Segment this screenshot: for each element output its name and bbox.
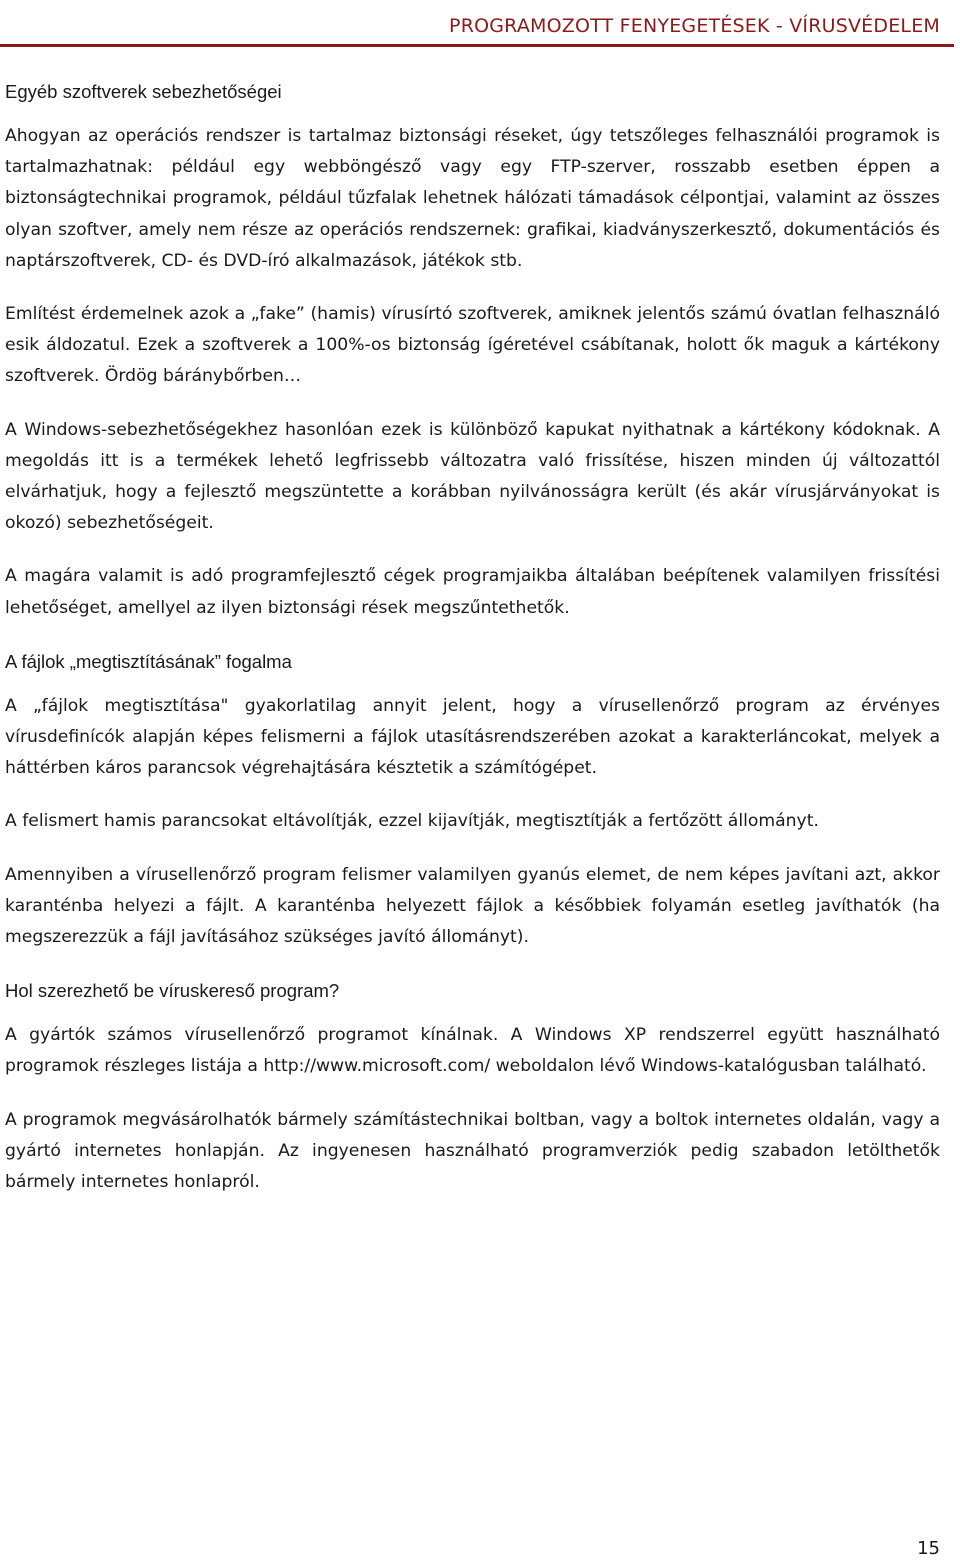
paragraph: A magára valamit is adó programfejlesztő cégek programjaikba általában beépítenek valamilyen frissítési lehetőséget, amellyel az ilyen biztonsági rések megszűntethetők.	[5, 566, 940, 618]
page-header	[0, 0, 954, 47]
running-title: PROGRAMOZOTT FENYEGETÉSEK - VÍRUSVÉDELEM	[449, 15, 940, 37]
paragraph: Amennyiben a vírusellenőrző program felismer valamilyen gyanús elemet, de nem képes javítani azt, akkor karanténba helyezi a fájlt. A karanténba helyezett fájlok a későbbiek folyamán esetleg javíthatók (ha megszerezzük a fájl javításához szükséges javító állományt).	[5, 864, 940, 948]
paragraph: A „fájlok megtisztítása" gyakorlatilag annyit jelent, hogy a vírusellenőrző program az érvényes vírusdefinícók alapján képes felismerni a fájlok utasításrendszerében azokat a karakterláncokat, melyek a háttérben káros parancsok végrehajtására késztetik a számítógépet.	[5, 695, 940, 779]
paragraph: A programok megvásárolhatók bármely számítástechnikai boltban, vagy a boltok internetes oldalán, vagy a gyártó internetes honlapján. Az ingyenesen használható programverziók pedig szabadon letölthetők bármely internetes honlapról.	[5, 1109, 940, 1193]
section-where-to-get	[5, 975, 940, 1198]
paragraph: A felismert hamis parancsokat eltávolítják, ezzel kijavítják, megtisztítják a fertőzött állományt.	[5, 811, 819, 832]
section-heading: A fájlok „megtisztításának” fogalma	[5, 650, 292, 672]
document-body	[5, 76, 940, 1220]
section-heading: Egyéb szoftverek sebezhetőségei	[5, 81, 282, 102]
paragraph: Ahogyan az operációs rendszer is tartalmaz biztonsági réseket, úgy tetszőleges felhasználói programok is tartalmazhatnak: például egy webböngésző vagy egy FTP-szerver, rosszabb esetben éppen a biztonságtechnikai programok, például tűzfalak lehetnek hálózati támadások célpontjai, valamint az összes olyan szoftver, amely nem része az operációs rendszernek: grafikai, kiadványszerkesztő, dokumentációs és naptárszoftverek, CD- és DVD-író alkalmazások, játékok stb.	[5, 126, 940, 271]
paragraph: Említést érdemelnek azok a „fake” (hamis) vírusírtó szoftverek, amiknek jelentős számú óvatlan felhasználó esik áldozatul. Ezek a szoftverek a 100%-os biztonság ígéretével csábítanak, holott ők maguk a kártékony szoftverek. Ördög báránybőrben…	[5, 304, 940, 387]
paragraph: A gyártók számos vírusellenőrző programot kínálnak. A Windows XP rendszerrel együtt használható programok részleges listája a http://www.microsoft.com/ weboldalon lévő Windows-katalógusban található.	[5, 1025, 940, 1077]
section-heading: Hol szerezhető be víruskereső program?	[5, 980, 340, 1002]
section-file-cleaning	[5, 646, 940, 953]
paragraph: A Windows-sebezhetőségekhez hasonlóan ezek is különböző kapukat nyithatnak a kártékony kódoknak. A megoldás itt is a termékek lehető legfrissebb változatra való frissítése, hiszen minden új változattól elvárhatjuk, hogy a fejlesztő megszüntette a korábban nyilvánosságra került (és akár vírusjárványokat is okozó) sebezhetőségeit.	[5, 419, 940, 534]
section-other-software	[5, 76, 940, 624]
page-number: 15	[917, 1538, 940, 1559]
